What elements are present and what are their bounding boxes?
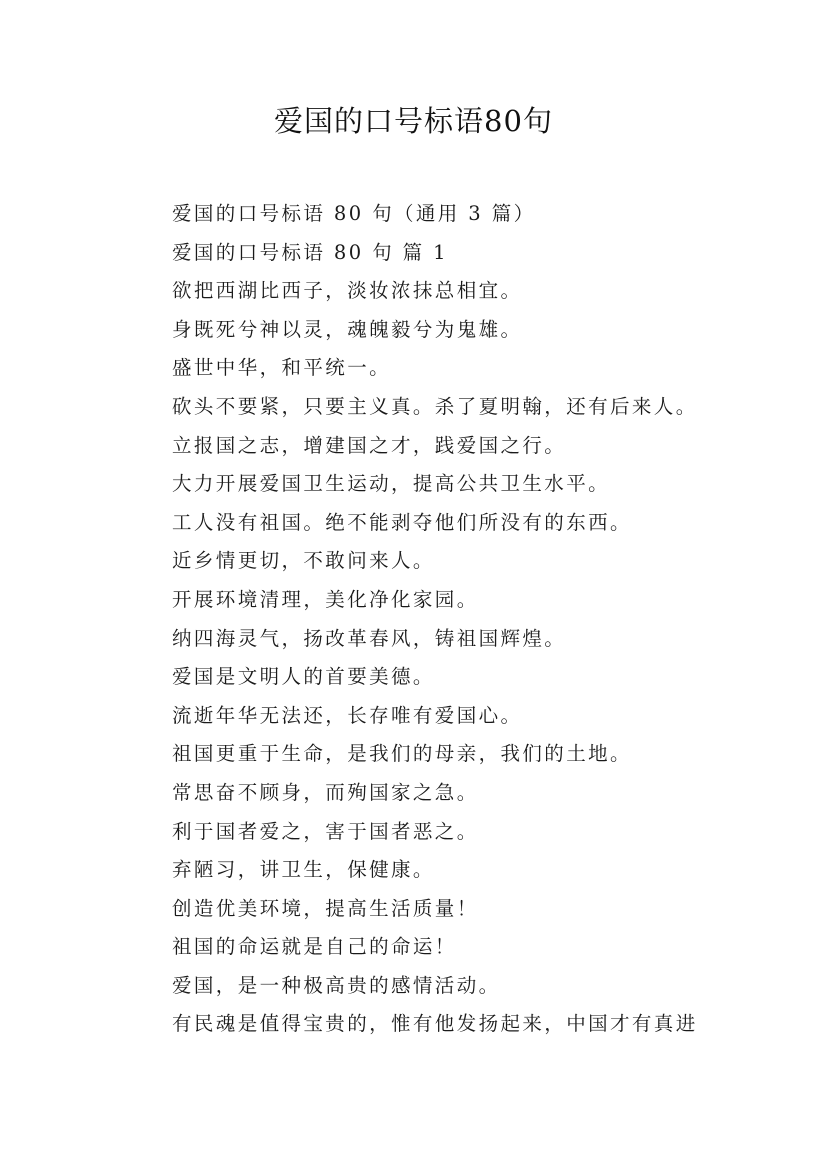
text-line: 爱国的口号标语 80 句 篇 1 [172,240,448,264]
document-title: 爱国的口号标语80句 [274,104,553,138]
text-line: 有民魂是值得宝贵的，惟有他发扬起来，中国才有真进 [172,1012,698,1036]
text-line: 身既死兮神以灵，魂魄毅兮为鬼雄。 [172,317,523,341]
text-line: 开展环境清理，美化净化家园。 [172,587,479,611]
document-body [172,195,772,1044]
text-line: 纳四海灵气，扬改革春风，铸祖国辉煌。 [172,626,567,650]
text-line: 祖国更重于生命，是我们的母亲，我们的土地。 [172,742,632,766]
text-line: 工人没有祖国。绝不能剥夺他们所没有的东西。 [172,510,632,534]
text-line: 爱国是文明人的首要美德。 [172,665,435,689]
text-line: 大力开展爱国卫生运动，提高公共卫生水平。 [172,472,611,496]
text-line: 利于国者爱之，害于国者恶之。 [172,819,479,843]
text-line: 创造优美环境，提高生活质量！ [172,896,479,920]
text-line: 弃陋习，讲卫生，保健康。 [172,858,435,882]
text-line: 盛世中华，和平统一。 [172,356,392,380]
text-line: 欲把西湖比西子，淡妆浓抹总相宜。 [172,279,523,303]
text-line: 祖国的命运就是自己的命运！ [172,935,457,959]
text-line: 砍头不要紧，只要主义真。杀了夏明翰，还有后来人。 [172,394,698,418]
text-line: 流逝年华无法还，长存唯有爱国心。 [172,703,523,727]
text-line: 立报国之志，增建国之才，践爱国之行。 [172,433,567,457]
text-line: 爱国，是一种极高贵的感情活动。 [172,973,501,997]
text-line: 常思奋不顾身，而殉国家之急。 [172,780,479,804]
text-line: 爱国的口号标语 80 句（通用 3 篇） [172,202,536,225]
text-line: 近乡情更切，不敢问来人。 [172,549,435,573]
